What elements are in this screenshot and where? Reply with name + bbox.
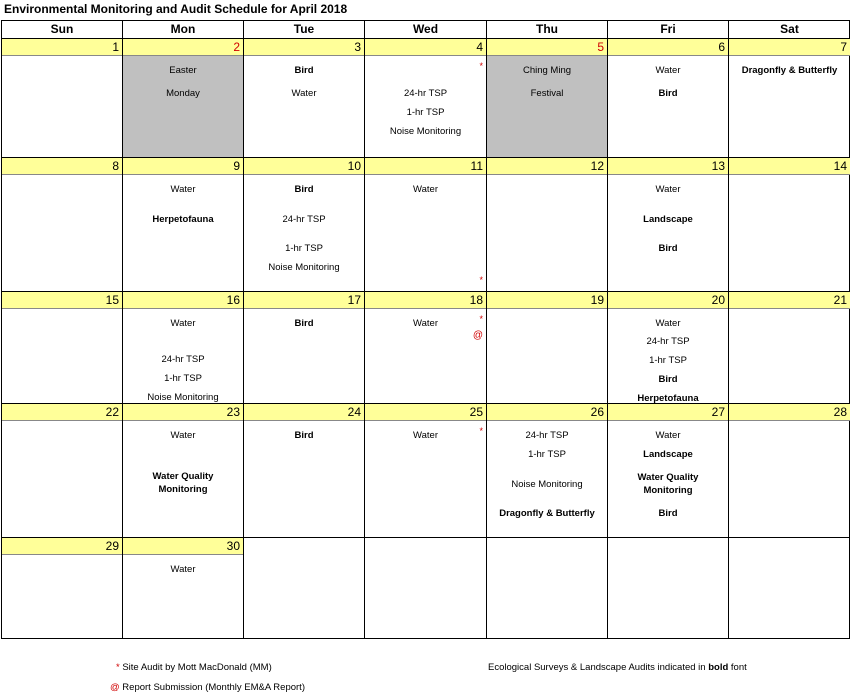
day-cell-23: [123, 404, 244, 538]
schedule-event: Bird: [658, 508, 678, 519]
schedule-event: Water: [413, 318, 438, 329]
schedule-event: Monday: [166, 88, 200, 99]
day-header-fri: Fri: [608, 21, 729, 39]
site-audit-marker: *: [479, 314, 483, 324]
schedule-event: Water: [170, 430, 196, 441]
schedule-event: 1-hr TSP: [649, 355, 687, 366]
day-cell-18: [365, 292, 487, 404]
schedule-event: Bird: [658, 88, 678, 99]
date-number: 27: [608, 404, 728, 421]
schedule-event: Herpetofauna: [637, 393, 699, 404]
schedule-event: Water: [655, 184, 681, 195]
schedule-event: Monitoring: [158, 484, 208, 495]
day-header-sun: Sun: [2, 21, 123, 39]
schedule-event: Bird: [294, 318, 314, 329]
day-cell-14: [729, 158, 850, 292]
schedule-event: 1-hr TSP: [164, 373, 202, 384]
day-cell-29: [2, 538, 123, 639]
ecology-text-a: Ecological Surveys & Landscape Audits indicated in: [488, 662, 706, 673]
day-cell-10: [244, 158, 365, 292]
ecology-text-b: font: [730, 662, 747, 673]
day-cell-20: [608, 292, 729, 404]
date-number: 2: [123, 39, 243, 56]
schedule-event: Monitoring: [643, 485, 693, 496]
schedule-event: Water: [291, 88, 317, 99]
date-number: 25: [365, 404, 486, 421]
schedule-event: Water: [655, 430, 681, 441]
day-cell-16: [123, 292, 244, 404]
day-cell-2: [123, 39, 244, 158]
date-number: 23: [123, 404, 243, 421]
schedule-event: Ching Ming: [522, 65, 572, 76]
schedule-event: 1-hr TSP: [285, 243, 323, 254]
date-number: 18: [365, 292, 486, 309]
date-number: 6: [608, 39, 728, 56]
day-cell-19: [487, 292, 608, 404]
date-number: 3: [244, 39, 364, 56]
date-number: 30: [123, 538, 243, 555]
schedule-event: Bird: [294, 65, 314, 76]
schedule-event: 1-hr TSP: [528, 449, 566, 460]
date-number: 1: [2, 39, 122, 56]
date-number: [244, 538, 364, 555]
date-number: [365, 538, 486, 555]
site-audit-marker: *: [479, 275, 483, 285]
schedule-event: 24-hr TSP: [403, 88, 448, 99]
day-cell-12: [487, 158, 608, 292]
schedule-event: Water Quality: [637, 472, 699, 483]
schedule-event: Dragonfly & Butterfly: [499, 508, 595, 519]
day-cell-13: [608, 158, 729, 292]
audit-symbol: *: [116, 662, 120, 673]
day-cell-1: [2, 39, 123, 158]
day-cell-26: [487, 404, 608, 538]
date-number: 24: [244, 404, 364, 421]
day-cell-6: [608, 39, 729, 158]
schedule-event: 24-hr TSP: [282, 214, 326, 225]
empty-cell: [487, 538, 608, 639]
schedule-event: Herpetofauna: [152, 214, 214, 225]
day-header-wed: Wed: [365, 21, 487, 39]
schedule-event: 24-hr TSP: [525, 430, 569, 441]
day-header-mon: Mon: [123, 21, 244, 39]
day-cell-7: [729, 39, 850, 158]
day-cell-25: [365, 404, 487, 538]
day-cell-9: [123, 158, 244, 292]
day-cell-17: [244, 292, 365, 404]
schedule-event: 24-hr TSP: [646, 336, 690, 347]
date-number: [487, 538, 607, 555]
date-number: 4: [365, 39, 486, 56]
day-cell-3: [244, 39, 365, 158]
date-number: 22: [2, 404, 122, 421]
report-text: Report Submission (Monthly EM&A Report): [122, 682, 305, 693]
day-cell-22: [2, 404, 123, 538]
schedule-event: Water Quality: [152, 471, 214, 482]
date-number: 12: [487, 158, 607, 175]
page-title: Environmental Monitoring and Audit Schedule for April 2018: [4, 2, 348, 16]
report-symbol: @: [110, 682, 120, 693]
schedule-event: 24-hr TSP: [161, 354, 205, 365]
day-cell-15: [2, 292, 123, 404]
site-audit-marker: *: [479, 426, 483, 436]
date-number: 14: [729, 158, 850, 175]
legend-report: [110, 682, 305, 694]
date-number: 15: [2, 292, 122, 309]
schedule-event: Festival: [530, 88, 564, 99]
day-header-thu: Thu: [487, 21, 608, 39]
date-number: [729, 538, 850, 555]
empty-cell: [365, 538, 487, 639]
day-cell-4: [365, 39, 487, 158]
schedule-event: Water: [170, 318, 196, 329]
date-number: 29: [2, 538, 122, 555]
schedule-event: Bird: [658, 374, 678, 385]
schedule-event: Noise Monitoring: [268, 262, 340, 273]
date-number: 26: [487, 404, 607, 421]
empty-cell: [244, 538, 365, 639]
date-number: 11: [365, 158, 486, 175]
audit-text: Site Audit by Mott MacDonald (MM): [122, 662, 272, 673]
schedule-event: Noise Monitoring: [511, 479, 583, 490]
schedule-event: Landscape: [643, 214, 693, 225]
legend-ecology: [488, 662, 747, 674]
day-cell-27: [608, 404, 729, 538]
date-number: 8: [2, 158, 122, 175]
schedule-event: Noise Monitoring: [389, 126, 462, 137]
schedule-event: Water: [655, 318, 681, 329]
day-cell-11: [365, 158, 487, 292]
day-header-sat: Sat: [729, 21, 850, 39]
report-submission-marker: @: [472, 330, 483, 341]
schedule-event: Landscape: [643, 449, 693, 460]
schedule-event: Water: [413, 184, 438, 195]
day-cell-28: [729, 404, 850, 538]
empty-cell: [729, 538, 850, 639]
date-number: [608, 538, 728, 555]
day-cell-21: [729, 292, 850, 404]
date-number: 21: [729, 292, 850, 309]
ecology-bold: bold: [708, 662, 729, 673]
date-number: 16: [123, 292, 243, 309]
schedule-event: Water: [413, 430, 438, 441]
schedule-event: Bird: [294, 184, 314, 195]
legend-audit: [116, 662, 272, 674]
date-number: 13: [608, 158, 728, 175]
date-number: 20: [608, 292, 728, 309]
date-number: 17: [244, 292, 364, 309]
schedule-event: Bird: [294, 430, 314, 441]
date-number: 28: [729, 404, 850, 421]
calendar-grid: [1, 20, 850, 639]
schedule-event: Water: [655, 65, 681, 76]
schedule-event: Bird: [658, 243, 678, 254]
day-header-tue: Tue: [244, 21, 365, 39]
day-cell-30: [123, 538, 244, 639]
empty-cell: [608, 538, 729, 639]
schedule-event: 1-hr TSP: [406, 107, 445, 118]
date-number: 10: [244, 158, 364, 175]
schedule-event: Easter: [169, 65, 197, 76]
day-cell-8: [2, 158, 123, 292]
day-cell-24: [244, 404, 365, 538]
date-number: 19: [487, 292, 607, 309]
schedule-event: Water: [170, 564, 196, 575]
date-number: 5: [487, 39, 607, 56]
schedule-event: Dragonfly & Butterfly: [741, 65, 838, 76]
day-cell-5: [487, 39, 608, 158]
schedule-event: Noise Monitoring: [147, 392, 219, 403]
date-number: 9: [123, 158, 243, 175]
site-audit-marker: *: [479, 61, 483, 71]
schedule-event: Water: [170, 184, 196, 195]
date-number: 7: [729, 39, 850, 56]
